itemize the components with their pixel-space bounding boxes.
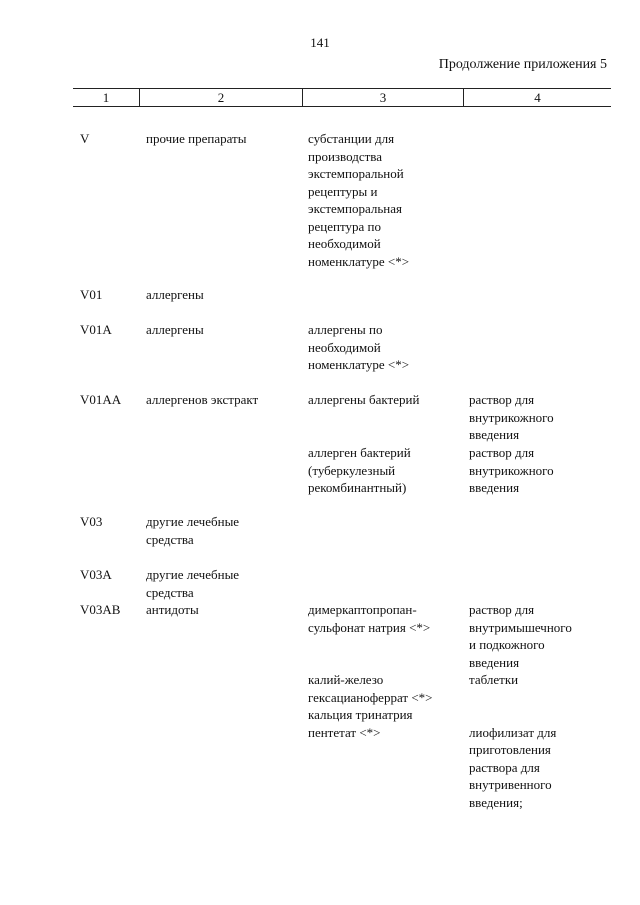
substance-name-line: номенклатуре <*> — [308, 253, 410, 269]
column-header-3: 3 — [302, 89, 463, 106]
atc-code: V03AB — [80, 602, 121, 617]
dosage-form-line: раствор для — [469, 445, 535, 460]
anatomical-group-line: другие лечебные — [146, 567, 240, 582]
atc-code: V — [80, 131, 90, 146]
anatomical-group — [146, 566, 300, 601]
dosage-form-line: введения — [469, 480, 520, 495]
continuation-label: Продолжение приложения 5 — [438, 57, 607, 72]
substance-name-line: субстанции для — [308, 131, 395, 146]
substance-name-line: необходимой — [308, 236, 381, 251]
substance-name — [308, 671, 463, 706]
column-header-1: 1 — [102, 90, 110, 105]
substance-name — [308, 130, 463, 270]
substance-name-line: аллергены бактерий — [308, 392, 420, 407]
dosage-form-line: приготовления — [469, 742, 551, 757]
anatomical-group-line: средства — [146, 531, 194, 547]
dosage-form-line: внутрикожного — [469, 409, 554, 425]
anatomical-group-line: антидоты — [146, 602, 199, 617]
dosage-form-line: введения; — [469, 794, 523, 810]
substance-name-line: производства — [308, 148, 383, 164]
page-number: 141 — [310, 35, 330, 50]
substance-name — [308, 601, 463, 636]
anatomical-group-line: аллергены — [146, 287, 204, 302]
substance-name-line: номенклатуре <*> — [308, 357, 410, 372]
dosage-form-line: таблетки — [469, 672, 519, 687]
substance-name-line: сульфонат натрия <*> — [308, 619, 431, 635]
substance-name — [308, 391, 463, 409]
dosage-form — [469, 391, 609, 444]
anatomical-group — [146, 286, 300, 304]
dosage-form-line: введения — [469, 427, 520, 442]
atc-code: V01AA — [80, 392, 122, 407]
dosage-form-line: и подкожного — [469, 637, 545, 652]
atc-code: V03A — [80, 567, 112, 582]
dosage-form-line: внутривенного — [469, 777, 552, 792]
substance-name-line: аллерген бактерий — [308, 445, 411, 460]
dosage-form-line: лиофилизат для — [469, 724, 557, 740]
atc-code: V01 — [80, 287, 103, 302]
substance-name-line: экстемпоральной — [308, 166, 404, 181]
dosage-form-line: внутрикожного — [469, 462, 554, 478]
dosage-form — [469, 724, 609, 812]
substance-name-line: калий-железо — [308, 672, 384, 687]
substance-name-line: кальция тринатрия — [308, 707, 413, 722]
dosage-form-line: введения — [469, 654, 520, 670]
anatomical-group-line: аллергенов экстракт — [146, 392, 259, 407]
anatomical-group-line: другие лечебные — [146, 514, 240, 529]
anatomical-group — [146, 601, 300, 619]
dosage-form-line: раствора для — [469, 759, 540, 775]
substance-name-line: димеркаптопропан- — [308, 602, 417, 617]
anatomical-group — [146, 321, 300, 339]
anatomical-group-line: средства — [146, 584, 194, 600]
dosage-form-line: внутримышечного — [469, 619, 572, 635]
column-header-2: 2 — [139, 89, 302, 106]
substance-name-line: рецептуры и — [308, 183, 378, 199]
substance-name — [308, 321, 463, 374]
anatomical-group-line: аллергены — [146, 322, 204, 337]
substance-name — [308, 706, 463, 741]
column-header-row — [73, 88, 611, 107]
dosage-form-line: раствор для — [469, 392, 535, 407]
substance-name-line: необходимой — [308, 339, 381, 355]
dosage-form — [469, 671, 609, 689]
dosage-form-line: раствор для — [469, 602, 535, 617]
atc-code: V01A — [80, 322, 112, 337]
substance-name-line: рекомбинантный) — [308, 480, 407, 495]
column-header-4: 4 — [463, 89, 611, 106]
substance-name — [308, 444, 463, 497]
anatomical-group-line: прочие препараты — [146, 131, 247, 146]
substance-name-line: пентетат <*> — [308, 724, 381, 740]
substance-name-line: рецептура по — [308, 218, 381, 234]
dosage-form — [469, 444, 609, 497]
substance-name-line: аллергены по — [308, 322, 383, 337]
dosage-form — [469, 601, 609, 671]
substance-name-line: экстемпоральная — [308, 201, 402, 216]
substance-name-line: гексацианоферрат <*> — [308, 689, 433, 705]
atc-code: V03 — [80, 514, 103, 529]
anatomical-group — [146, 513, 300, 548]
anatomical-group — [146, 130, 300, 148]
substance-name-line: (туберкулезный — [308, 462, 396, 478]
anatomical-group — [146, 391, 300, 409]
